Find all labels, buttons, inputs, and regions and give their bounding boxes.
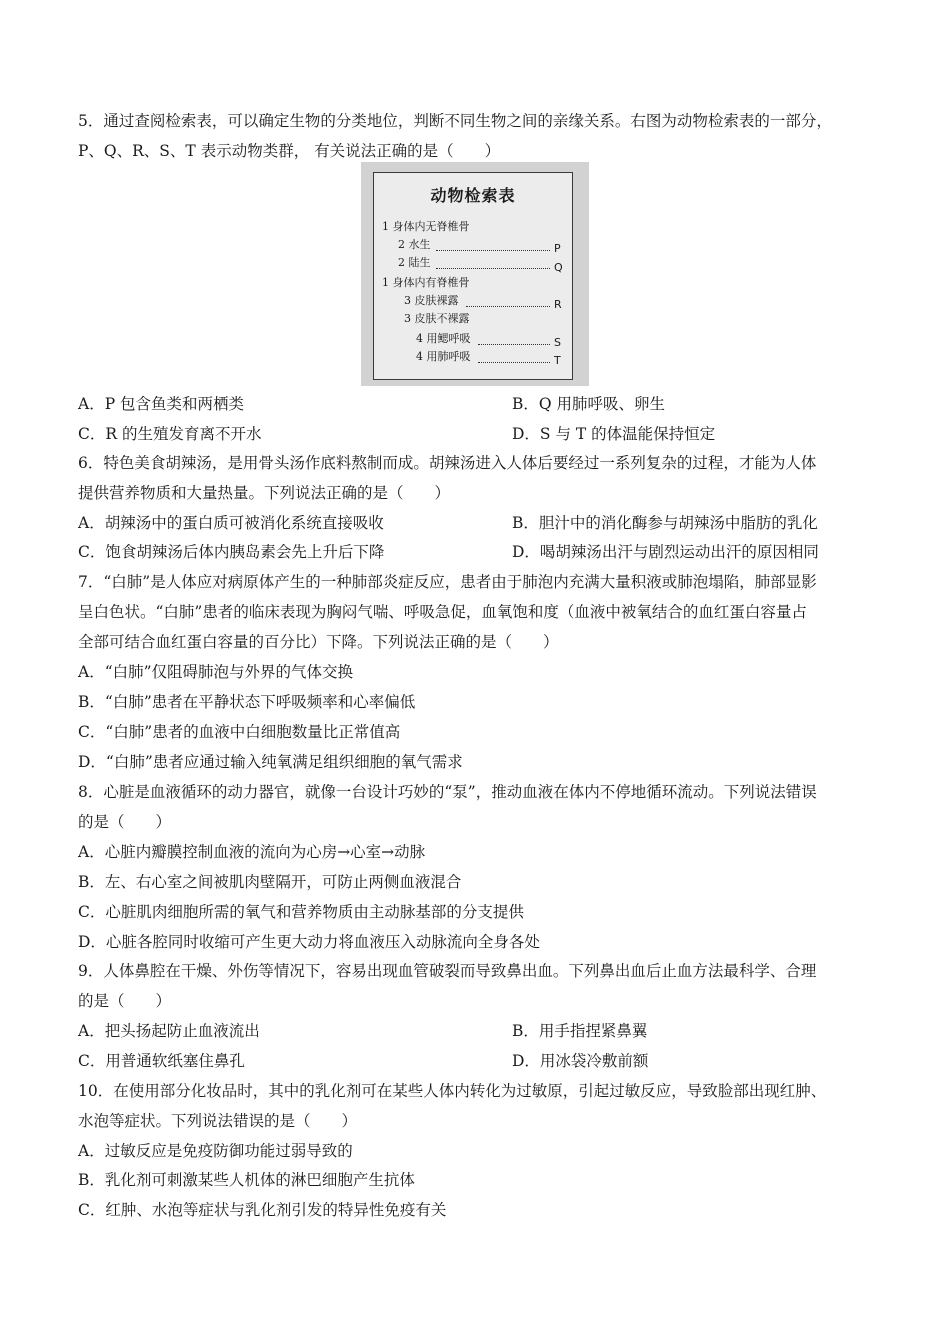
q10-option-c: C．红肿、水泡等症状与乳化剂引发的特异性免疫有关 — [78, 1201, 447, 1219]
q9-stem-line2: 的是（ ） — [78, 992, 172, 1010]
q7-stem-line1: 7．“白肺”是人体应对病原体产生的一种肺部炎症反应，患者由于肺泡内充满大量积液或肺泡塌陷，肺部显影 — [78, 573, 817, 591]
q8-stem-line2: 的是（ ） — [78, 813, 172, 831]
key-letter-t: T — [554, 354, 561, 367]
q7-option-b: B．“白肺”患者在平静状态下呼吸频率和心率偏低 — [78, 693, 416, 711]
q7-option-a: A．“白肺”仅阻碍肺泡与外界的气体交换 — [78, 663, 354, 681]
q5-stem-line2: P、Q、R、S、T 表示动物类群， 有关说法正确的是（ ） — [78, 142, 501, 160]
key-row-6: 3 皮肤不裸露 — [404, 312, 470, 325]
q9-stem-line1: 9．人体鼻腔在干燥、外伤等情况下，容易出现血管破裂而导致鼻出血。下列鼻出血后止血方法最科学、合理 — [78, 962, 817, 980]
q8-option-c: C．心脏肌肉细胞所需的氧气和营养物质由主动脉基部的分支提供 — [78, 903, 524, 921]
q10-stem-line1: 10．在使用部分化妆品时，其中的乳化剂可在某些人体内转化为过敏原，引起过敏反应，导致脸部出现红肿、 — [78, 1082, 827, 1100]
q5-stem-line1: 5．通过查阅检索表，可以确定生物的分类地位，判断不同生物之间的亲缘关系。右图为动物检索表的一部分， — [78, 112, 832, 130]
key-letter-q: Q — [554, 261, 563, 274]
animal-key-figure — [361, 162, 589, 386]
key-leader-dots — [436, 250, 550, 251]
q6-option-a: A．胡辣汤中的蛋白质可被消化系统直接吸收 — [78, 514, 384, 532]
key-letter-s: S — [554, 336, 561, 349]
key-row-1: 1 身体内无脊椎骨 — [382, 220, 470, 233]
q7-stem-line3: 全部可结合血红蛋白容量的百分比）下降。下列说法正确的是（ ） — [78, 633, 559, 651]
q10-option-a: A．过敏反应是免疫防御功能过弱导致的 — [78, 1142, 353, 1160]
q9-option-d: D．用冰袋冷敷前额 — [512, 1052, 649, 1070]
key-leader-dots — [478, 344, 550, 345]
q10-option-b: B．乳化剂可刺激某些人机体的淋巴细胞产生抗体 — [78, 1171, 415, 1189]
q10-stem-line2: 水泡等症状。下列说法错误的是（ ） — [78, 1112, 358, 1130]
q8-option-b: B．左、右心室之间被肌肉壁隔开，可防止两侧血液混合 — [78, 873, 462, 891]
q6-option-c: C．饱食胡辣汤后体内胰岛素会先上升后下降 — [78, 543, 385, 561]
q8-stem-line1: 8．心脏是血液循环的动力器官，就像一台设计巧妙的“泵”，推动血液在体内不停地循环流动。下列说法错误 — [78, 783, 817, 801]
q8-option-d: D．心脏各腔同时收缩可产生更大动力将血液压入动脉流向全身各处 — [78, 933, 540, 951]
q5-option-c: C．R 的生殖发育离不开水 — [78, 425, 262, 443]
key-row-7: 4 用鳃呼吸 — [416, 332, 471, 345]
q6-stem-line1: 6．特色美食胡辣汤，是用骨头汤作底料熬制而成。胡辣汤进入人体后要经过一系列复杂的过程，才能为人体 — [78, 454, 817, 472]
q8-option-a: A．心脏内瓣膜控制血液的流向为心房→心室→动脉 — [78, 843, 426, 861]
q5-option-b: B．Q 用肺呼吸、卵生 — [512, 395, 666, 413]
q6-option-b: B．胆汁中的消化酶参与胡辣汤中脂肪的乳化 — [512, 514, 818, 532]
key-row-2: 2 水生 — [398, 238, 431, 251]
key-row-8: 4 用肺呼吸 — [416, 350, 471, 363]
q7-option-c: C．“白肺”患者的血液中白细胞数量比正常值高 — [78, 723, 401, 741]
q7-option-d: D．“白肺”患者应通过输入纯氧满足组织细胞的氧气需求 — [78, 753, 463, 771]
key-letter-p: P — [554, 242, 561, 255]
key-leader-dots — [466, 306, 550, 307]
animal-key-card — [373, 172, 573, 380]
key-row-4: 1 身体内有脊椎骨 — [382, 276, 470, 289]
key-letter-r: R — [554, 298, 562, 311]
animal-key-title: 动物检索表 — [430, 186, 516, 205]
key-leader-dots — [436, 268, 550, 269]
key-row-3: 2 陆生 — [398, 256, 431, 269]
q6-option-d: D．喝胡辣汤出汗与剧烈运动出汗的原因相同 — [512, 543, 819, 561]
key-leader-dots — [478, 362, 550, 363]
q9-option-b: B．用手指捏紧鼻翼 — [512, 1022, 648, 1040]
q5-option-a: A．P 包含鱼类和两栖类 — [78, 395, 245, 413]
q9-option-c: C．用普通软纸塞住鼻孔 — [78, 1052, 245, 1070]
q5-option-d: D．S 与 T 的体温能保持恒定 — [512, 425, 716, 443]
key-row-5: 3 皮肤裸露 — [404, 294, 459, 307]
q7-stem-line2: 呈白色状。“白肺”患者的临床表现为胸闷气喘、呼吸急促，血氧饱和度（血液中被氧结合的血红蛋白容量占 — [78, 603, 807, 621]
q9-option-a: A．把头扬起防止血液流出 — [78, 1022, 260, 1040]
q6-stem-line2: 提供营养物质和大量热量。下列说法正确的是（ ） — [78, 484, 451, 502]
